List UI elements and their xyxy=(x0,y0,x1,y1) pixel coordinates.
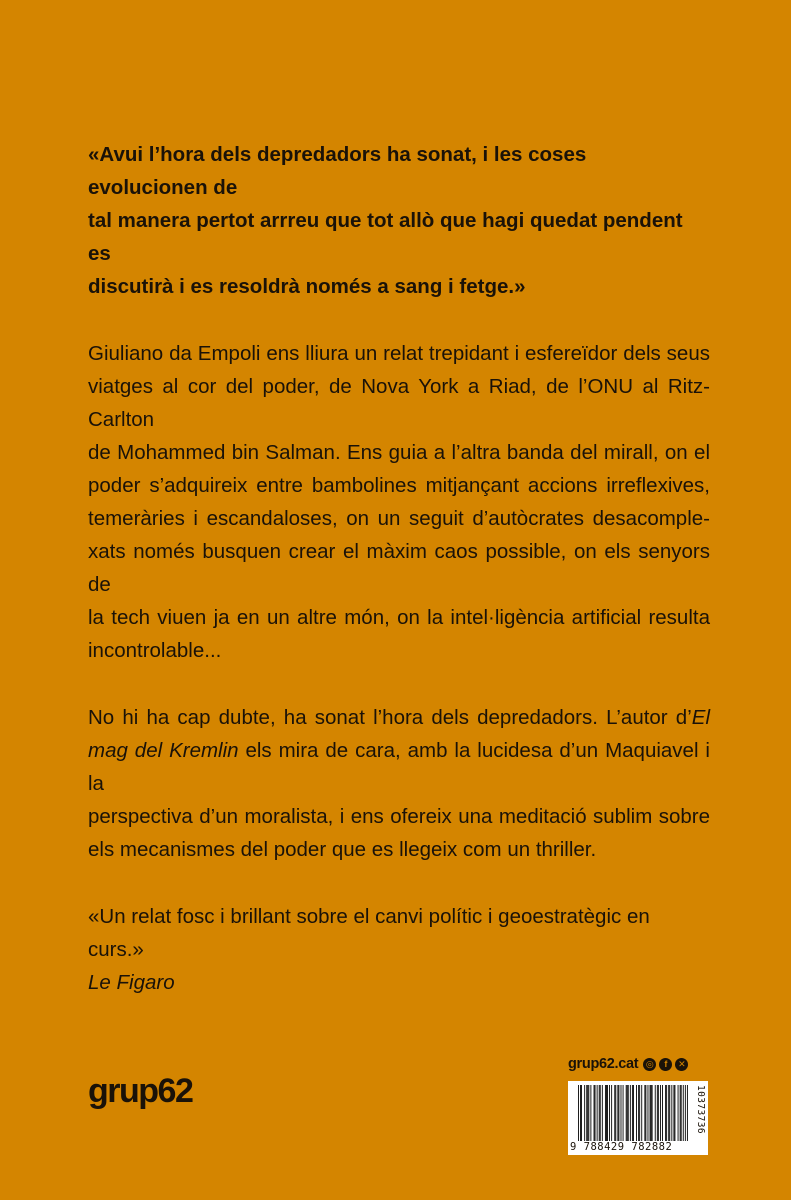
barcode-bar xyxy=(657,1085,658,1141)
barcode-bar xyxy=(605,1085,606,1141)
barcode-bar xyxy=(655,1085,656,1141)
barcode-bar xyxy=(587,1085,588,1141)
press-review xyxy=(88,900,710,999)
barcode-bar xyxy=(644,1085,645,1141)
synopsis-line: poder s’adquireix entre bambolines mitjançant accions irreflexives, xyxy=(88,474,710,497)
pull-quote-line: tal manera pertot arrreu que tot allò que hagi quedat pendent es xyxy=(88,209,683,265)
barcode-bar xyxy=(633,1085,634,1141)
barcode-bar xyxy=(611,1085,612,1141)
barcode-bar xyxy=(595,1085,596,1141)
barcode-bar xyxy=(600,1085,601,1141)
barcode-bar xyxy=(680,1085,681,1141)
barcode-bar xyxy=(630,1085,631,1141)
barcode-bar xyxy=(671,1085,672,1141)
barcode-bar xyxy=(607,1085,608,1141)
barcode-bar xyxy=(609,1085,610,1141)
facebook-icon[interactable]: f xyxy=(659,1058,672,1071)
synopsis-line: viatges al cor del poder, de Nova York a Riad, de l’ONU al Ritz-Carlton xyxy=(88,375,710,431)
barcode-bar xyxy=(685,1085,686,1141)
synopsis-paragraph xyxy=(88,337,710,667)
barcode-bar xyxy=(665,1085,666,1141)
barcode-bar xyxy=(678,1085,679,1141)
barcode-bar xyxy=(668,1085,669,1141)
author-paragraph xyxy=(88,701,710,866)
author-line xyxy=(88,734,710,800)
author-line: els mecanismes del poder que es llegeix com un thriller. xyxy=(88,838,597,861)
barcode-bar xyxy=(683,1085,684,1141)
publisher-footer xyxy=(568,1054,710,1155)
x-icon[interactable]: ✕ xyxy=(675,1058,688,1071)
barcode-bar xyxy=(628,1085,629,1141)
barcode-bars xyxy=(578,1085,688,1141)
barcode-bar xyxy=(687,1085,688,1141)
barcode-bar xyxy=(590,1085,591,1141)
website-row xyxy=(568,1054,710,1074)
synopsis-line: la tech viuen ja en un altre món, on la intel·ligència artificial resulta xyxy=(88,606,710,629)
barcode-bar xyxy=(615,1085,616,1141)
synopsis-line: xats només busquen crear el màxim caos possible, on els senyors de xyxy=(88,540,710,596)
barcode xyxy=(568,1081,708,1155)
barcode-bar xyxy=(578,1085,579,1141)
pull-quote-line: discutirà i es resoldrà només a sang i fetge.» xyxy=(88,275,526,298)
barcode-bar xyxy=(586,1085,587,1141)
website-link[interactable]: grup62.cat xyxy=(568,1056,639,1072)
barcode-bar xyxy=(652,1085,653,1141)
barcode-bar xyxy=(666,1085,667,1141)
barcode-bar xyxy=(673,1085,674,1141)
back-cover-text xyxy=(88,138,710,999)
barcode-bar xyxy=(681,1085,682,1141)
barcode-bar xyxy=(660,1085,661,1141)
review-source: Le Figaro xyxy=(88,971,175,994)
barcode-bar xyxy=(584,1085,585,1141)
barcode-bar xyxy=(645,1085,646,1141)
barcode-bar xyxy=(641,1085,642,1141)
barcode-bar xyxy=(621,1085,622,1141)
barcode-bar xyxy=(606,1085,607,1141)
book-title-part: mag del Kremlin xyxy=(88,739,239,762)
synopsis-line: Giuliano da Empoli ens lliura un relat trepidant i esfereïdor dels seus xyxy=(88,342,710,365)
barcode-bar xyxy=(614,1085,615,1141)
barcode-bar xyxy=(650,1085,651,1141)
barcode-bar xyxy=(602,1085,603,1141)
barcode-bar xyxy=(636,1085,637,1141)
barcode-bar xyxy=(638,1085,639,1141)
barcode-bar xyxy=(594,1085,595,1141)
barcode-bar xyxy=(651,1085,652,1141)
product-code: 10373736 xyxy=(695,1085,706,1134)
pull-quote-line: «Avui l’hora dels depredadors ha sonat, i les coses evolucionen de xyxy=(88,143,587,199)
synopsis-line: temeràries i escandaloses, on un seguit d’autòcrates desacomple- xyxy=(88,507,710,530)
barcode-bar xyxy=(623,1085,624,1141)
barcode-bar xyxy=(597,1085,598,1141)
synopsis-line: incontrolable... xyxy=(88,639,222,662)
book-title-part: El xyxy=(691,706,710,729)
author-line: perspectiva d’un moralista, i ens ofereix una meditació sublim sobre xyxy=(88,805,710,828)
barcode-bar xyxy=(662,1085,663,1141)
barcode-bar xyxy=(669,1085,670,1141)
barcode-bar xyxy=(626,1085,627,1141)
barcode-bar xyxy=(632,1085,633,1141)
barcode-bar xyxy=(658,1085,659,1141)
barcode-bar xyxy=(627,1085,628,1141)
author-line-text: No hi ha cap dubte, ha sonat l’hora dels depredadors. L’autor d’ xyxy=(88,706,692,729)
ean-number: 9 788429 782882 xyxy=(570,1141,673,1153)
barcode-bar xyxy=(618,1085,619,1141)
author-line xyxy=(88,701,710,734)
barcode-bar xyxy=(599,1085,600,1141)
barcode-bar xyxy=(639,1085,640,1141)
pull-quote xyxy=(88,138,710,303)
instagram-icon[interactable]: ◎ xyxy=(643,1058,656,1071)
barcode-bar xyxy=(648,1085,649,1141)
publisher-logo: grup62 xyxy=(88,1072,193,1110)
barcode-bar xyxy=(580,1085,581,1141)
barcode-bar xyxy=(588,1085,589,1141)
barcode-bar xyxy=(675,1085,676,1141)
barcode-bar xyxy=(581,1085,582,1141)
author-line-text: els mira de cara, amb la lucidesa d’un Maquiavel i la xyxy=(88,739,710,795)
barcode-bar xyxy=(617,1085,618,1141)
synopsis-line: de Mohammed bin Salman. Ens guia a l’altra banda del mirall, on el xyxy=(88,441,710,464)
review-text: «Un relat fosc i brillant sobre el canvi polític i geoestratègic en curs.» xyxy=(88,905,650,961)
